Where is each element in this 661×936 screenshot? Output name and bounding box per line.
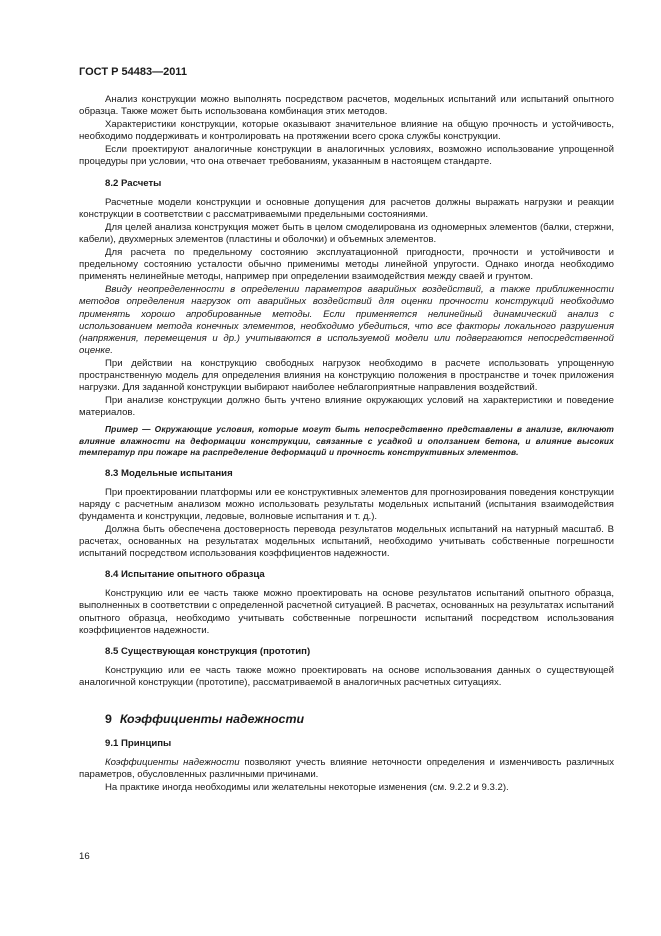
section-9-heading: [105, 713, 614, 725]
term-reliability-coefficients: Коэффициенты надежности: [105, 757, 240, 769]
s82-paragraph-1: Расчетные модели конструкции и основные допущения для расчетов должны выражать нагрузки и реакции конструкции в соответствии с рассматриваемыми предельными состояниями.: [79, 196, 614, 220]
page-number: 16: [79, 851, 90, 862]
section-8-2-heading: 8.2 Расчеты: [105, 177, 162, 189]
s85-paragraph-1: Конструкцию или ее часть также можно проектировать на основе использования данных о существующей аналогичной конструкции (прототипе), рассматриваемой в аналогичных расчетных ситуациях.: [79, 664, 614, 688]
s84-paragraph-1: Конструкцию или ее часть также можно проектировать на основе результатов испытаний опытного образца, выполненных в соответствии с определенной расчетной ситуацией. В расчетах, основанных на результатах испытаний опытного образца, необходимо учитывать собственные погрешности испытаний посредством использования коэффициентов надежности.: [79, 588, 614, 636]
s82-paragraph-3: Для расчета по предельному состоянию эксплуатационной пригодности, прочности и устойчивости и предельному состоянию усталости обычно применимы методы линейной упругости. Однако иногда необходимо применять нелинейные методы, например при определении взаимодействия между сваей и грунтом.: [79, 247, 614, 283]
s82-paragraph-2: Для целей анализа конструкция может быть в целом смоделирована из одномерных элементов (балки, стержни, кабели), двухмерных элементов (пластины и оболочки) и объемных элементов.: [79, 221, 614, 245]
s83-paragraph-1: При проектировании платформы или ее конструктивных элементов для прогнозирования поведения конструкции наряду с расчетным анализом можно использовать результаты модельных испытаний (испытания взаимодействия фундамента и конструкции, ледовые, волновые испытания и т. д.).: [79, 486, 614, 522]
section-8-4-heading: 8.4 Испытание опытного образца: [105, 569, 265, 581]
s91-paragraph-1: [79, 757, 614, 781]
section-8-5-heading: 8.5 Существующая конструкция (прототип): [105, 645, 311, 657]
s83-paragraph-2: Должна быть обеспечена достоверность перевода результатов модельных испытаний на натурный масштаб. В расчетах, основанных на результатах модельных испытаний, необходимо учитывать собственные погрешности испытаний посредством использования коэффициентов надежности.: [79, 523, 614, 560]
s82-paragraph-5: При действии на конструкцию свободных нагрузок необходимо в расчете использовать упрощенную пространственную модель для определения влияния на конструкцию положения в пространстве и точек приложения нагрузки. Для заданной конструкции выбирают наиболее неблагоприятные направления воздействий.: [79, 357, 614, 394]
section-8-3-heading: 8.3 Модельные испытания: [105, 467, 233, 479]
section-9-title: Коэффициенты надежности: [119, 711, 305, 726]
s82-example-note: Пример — Окружающие условия, которые могут быть непосредственно представлены в анализе, включают влияние влажности на деформации конструкции, связанные с усадкой и оползанием бетона, и влияние высоких температур при пожаре на распределение деформаций и прочность конструктивных элементов.: [79, 424, 614, 458]
intro-paragraph-2: Характеристики конструкции, которые оказывают значительное влияние на общую прочность и устойчивость, необходимо поддерживать и контролировать на протяжении всего срока службы конструкции.: [79, 119, 614, 143]
page-content: [79, 94, 614, 795]
intro-paragraph-1: Анализ конструкции можно выполнять посредством расчетов, модельных испытаний или испытаний опытного образца. Также может быть использована комбинация этих методов.: [79, 94, 614, 118]
section-9-number: 9: [105, 711, 112, 726]
s91-paragraph-1-rest: позволяют учесть влияние неточности определения и изменчивость различных параметров, обусловленных различными причинами.: [79, 757, 614, 781]
s82-paragraph-6: При анализе конструкции должно быть учтено влияние окружающих условий на характеристики и поведение материалов.: [79, 395, 614, 419]
s82-paragraph-4: Ввиду неопределенности в определении параметров аварийных воздействий, а также приближенности методов определения нагрузок от аварийных воздействий для оценки прочности конструкций необходимо применять хорошо апробированные методы. Если применяется нелинейный динамический анализ с использованием метода конечных элементов, необходимо убедиться, что все факторы локального разрушения (напряжения, перемещения и др.) учитываются в используемой модели или подвергаются непосредственной оценке.: [79, 284, 614, 356]
document-header: ГОСТ Р 54483—2011: [79, 66, 187, 78]
section-9-1-heading: 9.1 Принципы: [105, 738, 172, 750]
intro-paragraph-3: Если проектируют аналогичные конструкции в аналогичных условиях, возможно использование упрощенной процедуры при условии, что она отвечает требованиям, указанным в настоящем стандарте.: [79, 144, 614, 168]
s91-paragraph-2: На практике иногда необходимы или желательны некоторые изменения (см. 9.2.2 и 9.3.2).: [105, 782, 509, 794]
